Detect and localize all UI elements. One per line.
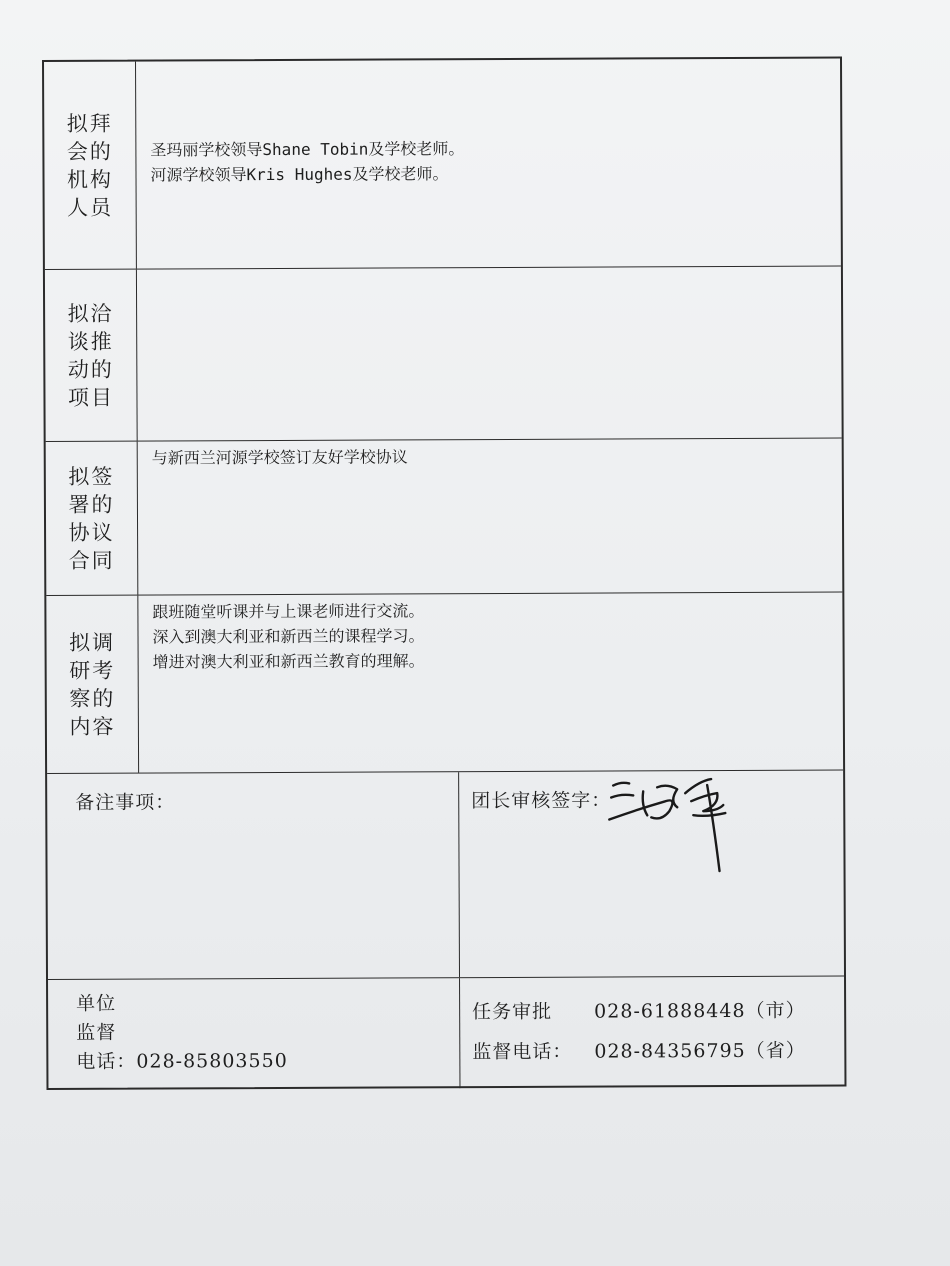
unit-supervision-phone: 电话：028-85803550	[76, 1049, 288, 1073]
content-line: 河源学校领导Kris Hughes及学校老师。	[150, 164, 449, 185]
row-label: 拟拜会的机构人员	[66, 111, 114, 220]
label-cell	[44, 62, 137, 269]
handwritten-signature	[607, 771, 757, 882]
remarks-cell	[47, 772, 460, 979]
row-label: 拟调研考察的内容	[68, 630, 116, 739]
row-research-content	[46, 593, 843, 774]
approval-cell	[460, 977, 844, 1089]
task-approval-label: 任务审批	[472, 1000, 553, 1024]
supervise-phone-number: 028-84356795（省）	[594, 1039, 806, 1063]
unit-supervision-line1: 单位	[76, 992, 117, 1015]
content-line: 增进对澳大利亚和新西兰教育的理解。	[152, 651, 425, 672]
content-line: 与新西兰河源学校签订友好学校协议	[151, 447, 408, 468]
label-cell	[46, 442, 139, 595]
label-cell	[46, 596, 139, 773]
supervise-phone-row	[472, 1031, 844, 1073]
row-visit-institutions	[44, 59, 841, 270]
content-cell-empty	[137, 267, 842, 441]
row-label: 拟签署的协议合同	[68, 464, 115, 573]
signature-block	[471, 785, 843, 883]
row-remarks-signature	[47, 771, 844, 980]
remarks-label: 备注事项：	[75, 791, 176, 814]
content-cell	[138, 439, 843, 595]
task-approval-phone: 028-61888448（市）	[594, 999, 806, 1023]
task-approval-row	[472, 991, 844, 1033]
row-label: 拟洽谈推动的项目	[67, 301, 115, 410]
leader-review-label: 团长审核签字：	[471, 789, 612, 813]
unit-supervision-line2: 监督	[76, 1021, 117, 1044]
content-cell	[138, 593, 843, 773]
row-agreements	[46, 439, 843, 596]
content-line: 跟班随堂听课并与上课老师进行交流。	[152, 601, 425, 622]
supervise-phone-label: 监督电话：	[472, 1040, 573, 1064]
content-line: 圣玛丽学校领导Shane Tobin及学校老师。	[150, 139, 465, 160]
content-line: 深入到澳大利亚和新西兰的课程学习。	[152, 626, 425, 647]
supervision-cell	[48, 978, 460, 1090]
leader-review-cell	[459, 771, 844, 978]
row-negotiation-projects	[45, 267, 842, 442]
content-cell	[136, 59, 841, 269]
label-cell	[45, 270, 138, 441]
row-supervision-phones	[48, 977, 844, 1090]
application-form-table	[42, 57, 846, 1090]
